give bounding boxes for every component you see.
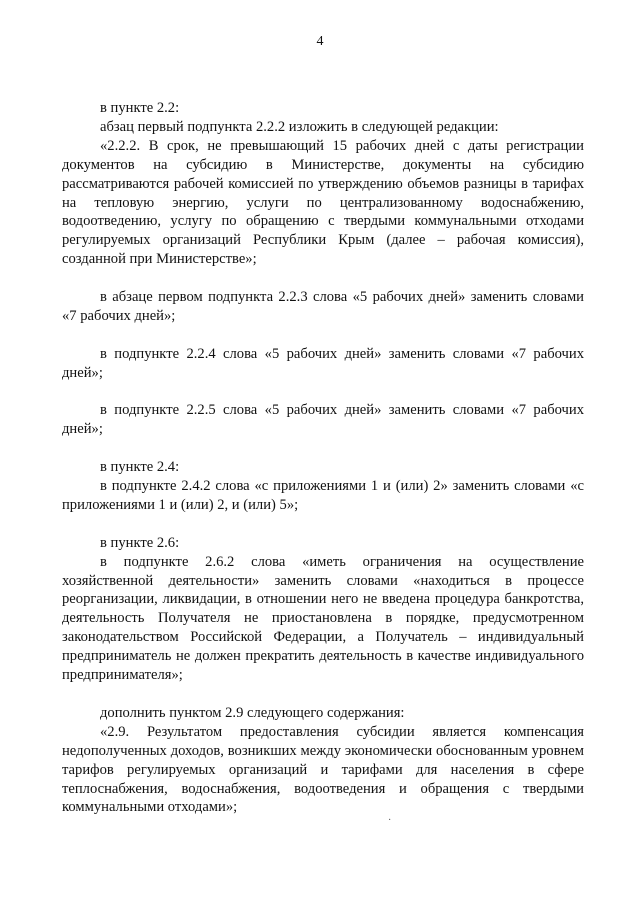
paragraph: «2.2.2. В срок, не превышающий 15 рабочих дней с даты регистрации документов на субсидию в Министерстве, документы на субсидию рассматриваются рабочей комиссией по утверждению объемов разницы в тарифах на тепловую энергию, услуги по централизованному водоснабжению, водоотведению, услугу по обращению с твердыми коммунальными отходами регулируемых организаций Республики Крым (далее – рабочая комиссия), созданной при Министерстве»; — [62, 137, 584, 268]
paragraph: в пункте 2.4: — [100, 459, 180, 476]
paragraph-gap — [62, 515, 584, 534]
paragraph: в подпункте 2.2.5 слова «5 рабочих дней» заменить словами «7 рабочих дней»; — [62, 402, 584, 438]
paragraph-gap — [62, 439, 584, 458]
document-body — [62, 99, 584, 817]
scan-speck: · — [388, 815, 392, 826]
paragraph-gap — [62, 326, 584, 345]
paragraph: в подпункте 2.4.2 слова «с приложениями 1 и (или) 2» заменить словами «с приложениями 1 и (или) 2, и (или) 5»; — [62, 478, 584, 513]
paragraph-gap — [62, 685, 584, 704]
paragraph: дополнить пунктом 2.9 следующего содержания: — [100, 704, 405, 721]
page-number: 4 — [316, 34, 324, 49]
paragraph-gap — [62, 383, 584, 402]
paragraph: «2.9. Результатом предоставления субсидии является компенсация недополученных доходов, возникших между экономически обоснованным уровнем тарифов регулируемых организаций и тарифами для населения в сфере теплоснабжения, водоснабжения, водоотведения и обращения с твердыми коммунальными отходами»; — [62, 723, 584, 816]
paragraph: в подпункте 2.6.2 слова «иметь ограничения на осуществление хозяйственной деятельности» заменить словами «находиться в процессе реорганизации, ликвидации, в отношении него не введена процедура банкротства, деятельность Получателя не приостановлена в порядке, предусмотренном законодательством Российской Федерации, а Получатель – индивидуальный предприниматель не должен прекратить деятельность в качестве индивидуального предпринимателя»; — [62, 553, 584, 684]
paragraph: в абзаце первом подпункта 2.2.3 слова «5 рабочих дней» заменить словами «7 рабочих дней»; — [62, 289, 584, 324]
paragraph: абзац первый подпункта 2.2.2 изложить в следующей редакции: — [100, 118, 499, 135]
paragraph-gap — [62, 269, 584, 288]
paragraph: в подпункте 2.2.4 слова «5 рабочих дней» заменить словами «7 рабочих дней»; — [62, 345, 584, 381]
paragraph: в пункте 2.6: — [100, 534, 180, 551]
paragraph: в пункте 2.2: — [100, 100, 180, 116]
